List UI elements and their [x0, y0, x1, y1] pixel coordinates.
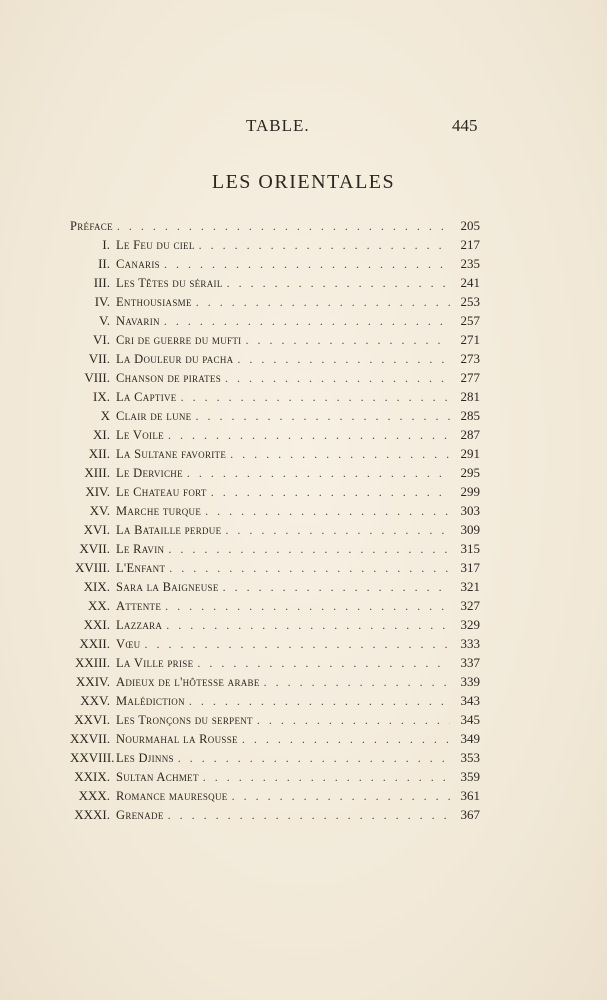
toc-entry — [70, 425, 480, 444]
toc-entry-page: 359 — [460, 769, 480, 784]
toc-entry-page: 257 — [460, 313, 480, 328]
toc-entry-numeral: XVII. — [79, 541, 110, 556]
toc-entry — [70, 311, 480, 330]
dot-leader — [230, 445, 450, 464]
dot-leader — [225, 369, 450, 388]
toc-entry-numeral: XXV. — [80, 693, 110, 708]
toc-entry — [70, 729, 480, 748]
dot-leader — [144, 635, 450, 654]
toc-entry-numeral: I. — [102, 237, 110, 252]
toc-entry — [70, 482, 480, 501]
toc-entry-page: 299 — [460, 484, 480, 499]
toc-entry-numeral: XII. — [88, 446, 110, 461]
toc-entry — [70, 368, 480, 387]
toc-entry-title: Enthousiasme — [116, 295, 192, 309]
dot-leader — [168, 806, 450, 825]
toc-entry-page: 329 — [460, 617, 480, 632]
toc-entry-page: 205 — [460, 218, 480, 233]
toc-entry-page: 217 — [460, 237, 480, 252]
toc-entry-numeral: VII. — [88, 351, 110, 366]
toc-entry-numeral: III. — [93, 275, 110, 290]
section-title: LES ORIENTALES — [211, 171, 396, 193]
toc-entry-title: Cri de guerre du mufti — [116, 333, 242, 347]
toc-entry-title: La Ville prise — [116, 656, 194, 670]
toc-entry-numeral: V. — [99, 313, 110, 328]
toc-entry-title: Clair de lune — [116, 409, 192, 423]
toc-entry-title: Vœu — [116, 637, 141, 651]
toc-entry-numeral: XX. — [87, 598, 110, 613]
toc-entry-title: La Captive — [116, 390, 177, 404]
toc-entry-title: Chanson de pirates — [116, 371, 221, 385]
toc-entry-title: Le Feu du ciel — [116, 238, 195, 252]
toc-entry-page: 273 — [460, 351, 480, 366]
dot-leader — [225, 521, 450, 540]
toc-entry-title: Romance mauresque — [116, 789, 228, 803]
toc-entry-title: Les Têtes du sérail — [116, 276, 223, 290]
toc-entry-page: 367 — [460, 807, 480, 822]
dot-leader — [203, 768, 450, 787]
dot-leader — [195, 407, 450, 426]
toc-entry-title: Adieux de l'hôtesse arabe — [116, 675, 260, 689]
toc-entry-page: 235 — [460, 256, 480, 271]
toc-entry-page: 345 — [460, 712, 480, 727]
dot-leader — [257, 711, 450, 730]
toc-entry-numeral: XXX. — [78, 788, 110, 803]
toc-entry-page: 295 — [460, 465, 480, 480]
dot-leader — [164, 255, 450, 274]
dot-leader — [166, 616, 450, 635]
toc-entry — [70, 767, 480, 786]
toc-entry-title: Le Derviche — [116, 466, 183, 480]
toc-entry-numeral: IV. — [94, 294, 110, 309]
toc-entry-page: 317 — [460, 560, 480, 575]
toc-entry — [70, 653, 480, 672]
toc-entry — [70, 254, 480, 273]
toc-entry — [70, 292, 480, 311]
toc-entry-page: 361 — [460, 788, 480, 803]
toc-entry — [70, 463, 480, 482]
table-of-contents — [70, 216, 480, 824]
toc-entry-title: Malédiction — [116, 694, 185, 708]
dot-leader — [205, 502, 450, 521]
running-head — [0, 116, 607, 140]
toc-entry — [70, 387, 480, 406]
toc-entry-page: 291 — [460, 446, 480, 461]
toc-entry-page: 337 — [460, 655, 480, 670]
dot-leader — [187, 464, 450, 483]
dot-leader — [189, 692, 450, 711]
toc-entry-title: Canaris — [116, 257, 160, 271]
toc-entry — [70, 672, 480, 691]
toc-entry-numeral: XIX. — [83, 579, 110, 594]
toc-entry-title: Navarin — [116, 314, 160, 328]
toc-entry-page: 303 — [460, 503, 480, 518]
toc-entry-page: 343 — [460, 693, 480, 708]
toc-entry-numeral: XI. — [93, 427, 110, 442]
toc-entry — [70, 520, 480, 539]
toc-entry-numeral: XXVI. — [74, 712, 110, 727]
toc-entry-numeral: II. — [98, 256, 110, 271]
toc-entry-title: Le Ravin — [116, 542, 165, 556]
toc-entry-title: Les Tronçons du serpent — [116, 713, 253, 727]
toc-entry — [70, 710, 480, 729]
toc-entry-page: 321 — [460, 579, 480, 594]
toc-entry-page: 285 — [460, 408, 480, 423]
toc-entry — [70, 444, 480, 463]
toc-entry-title: Grenade — [116, 808, 164, 822]
toc-entry — [70, 235, 480, 254]
toc-entry-numeral: XXVIII. — [70, 750, 115, 765]
toc-entry-numeral: XXVII. — [70, 731, 111, 746]
toc-entry-numeral: VIII. — [84, 370, 110, 385]
toc-entry-title: Le Chateau fort — [116, 485, 207, 499]
toc-entry-page: 241 — [460, 275, 480, 290]
dot-leader — [165, 597, 450, 616]
toc-entry — [70, 216, 480, 235]
toc-entry — [70, 406, 480, 425]
toc-entry-numeral: XIV. — [85, 484, 110, 499]
toc-entry-title: Les Djinns — [116, 751, 174, 765]
toc-entry-title: Préface — [70, 219, 113, 233]
toc-entry-numeral: XXI. — [83, 617, 110, 632]
toc-entry-title: La Sultane favorite — [116, 447, 227, 461]
page-number: 445 — [452, 116, 478, 135]
toc-entry-numeral: XXIV. — [75, 674, 110, 689]
toc-entry-page: 281 — [460, 389, 480, 404]
toc-entry — [70, 558, 480, 577]
toc-entry-page: 277 — [460, 370, 480, 385]
dot-leader — [181, 388, 450, 407]
toc-entry-numeral: XXXI. — [74, 807, 110, 822]
toc-entry — [70, 330, 480, 349]
toc-entry-title: Marche turque — [116, 504, 202, 518]
dot-leader — [245, 331, 450, 350]
toc-entry — [70, 691, 480, 710]
toc-entry-numeral: XXIII. — [74, 655, 110, 670]
toc-entry — [70, 634, 480, 653]
toc-entry-numeral: XXIX. — [74, 769, 110, 784]
toc-entry-title: Sara la Baigneuse — [116, 580, 219, 594]
dot-leader — [196, 293, 450, 312]
dot-leader — [237, 350, 450, 369]
dot-leader — [168, 540, 450, 559]
toc-entry-numeral: IX. — [93, 389, 110, 404]
toc-entry-page: 339 — [460, 674, 480, 689]
toc-entry — [70, 615, 480, 634]
dot-leader — [168, 426, 450, 445]
toc-entry — [70, 577, 480, 596]
toc-entry-page: 327 — [460, 598, 480, 613]
dot-leader — [232, 787, 450, 806]
toc-entry — [70, 748, 480, 767]
toc-entry-page: 333 — [460, 636, 480, 651]
toc-entry-title: L'Enfant — [116, 561, 166, 575]
dot-leader — [223, 578, 450, 597]
toc-entry-page: 271 — [460, 332, 480, 347]
toc-entry-page: 309 — [460, 522, 480, 537]
toc-entry — [70, 786, 480, 805]
toc-entry-numeral: XV. — [89, 503, 110, 518]
toc-entry-numeral: XIII. — [84, 465, 110, 480]
toc-entry — [70, 273, 480, 292]
dot-leader — [211, 483, 450, 502]
toc-entry — [70, 501, 480, 520]
toc-entry-title: La Douleur du pacha — [116, 352, 234, 366]
toc-entry — [70, 349, 480, 368]
toc-entry-title: Le Voile — [116, 428, 164, 442]
dot-leader — [197, 654, 450, 673]
dot-leader — [199, 236, 450, 255]
toc-entry-numeral: VI. — [93, 332, 110, 347]
toc-entry-numeral: XVI. — [83, 522, 110, 537]
toc-entry-numeral: X — [100, 408, 110, 423]
toc-entry-title: Sultan Achmet — [116, 770, 199, 784]
toc-entry-title: Nourmahal la Rousse — [116, 732, 238, 746]
dot-leader — [164, 312, 450, 331]
toc-entry-title: La Bataille perdue — [116, 523, 222, 537]
toc-entry-page: 253 — [460, 294, 480, 309]
toc-entry — [70, 596, 480, 615]
toc-entry-numeral: XVIII. — [74, 560, 110, 575]
dot-leader — [117, 217, 450, 236]
dot-leader — [169, 559, 450, 578]
toc-entry-title: Attente — [116, 599, 162, 613]
dot-leader — [227, 274, 450, 293]
toc-entry-page: 287 — [460, 427, 480, 442]
running-title: TABLE. — [246, 116, 310, 135]
toc-entry-page: 315 — [460, 541, 480, 556]
dot-leader — [178, 749, 450, 768]
dot-leader — [264, 673, 450, 692]
toc-entry-numeral: XXII. — [79, 636, 110, 651]
toc-entry-page: 353 — [460, 750, 480, 765]
toc-entry-title: Lazzara — [116, 618, 163, 632]
toc-entry — [70, 805, 480, 824]
dot-leader — [242, 730, 450, 749]
toc-entry — [70, 539, 480, 558]
toc-entry-page: 349 — [460, 731, 480, 746]
